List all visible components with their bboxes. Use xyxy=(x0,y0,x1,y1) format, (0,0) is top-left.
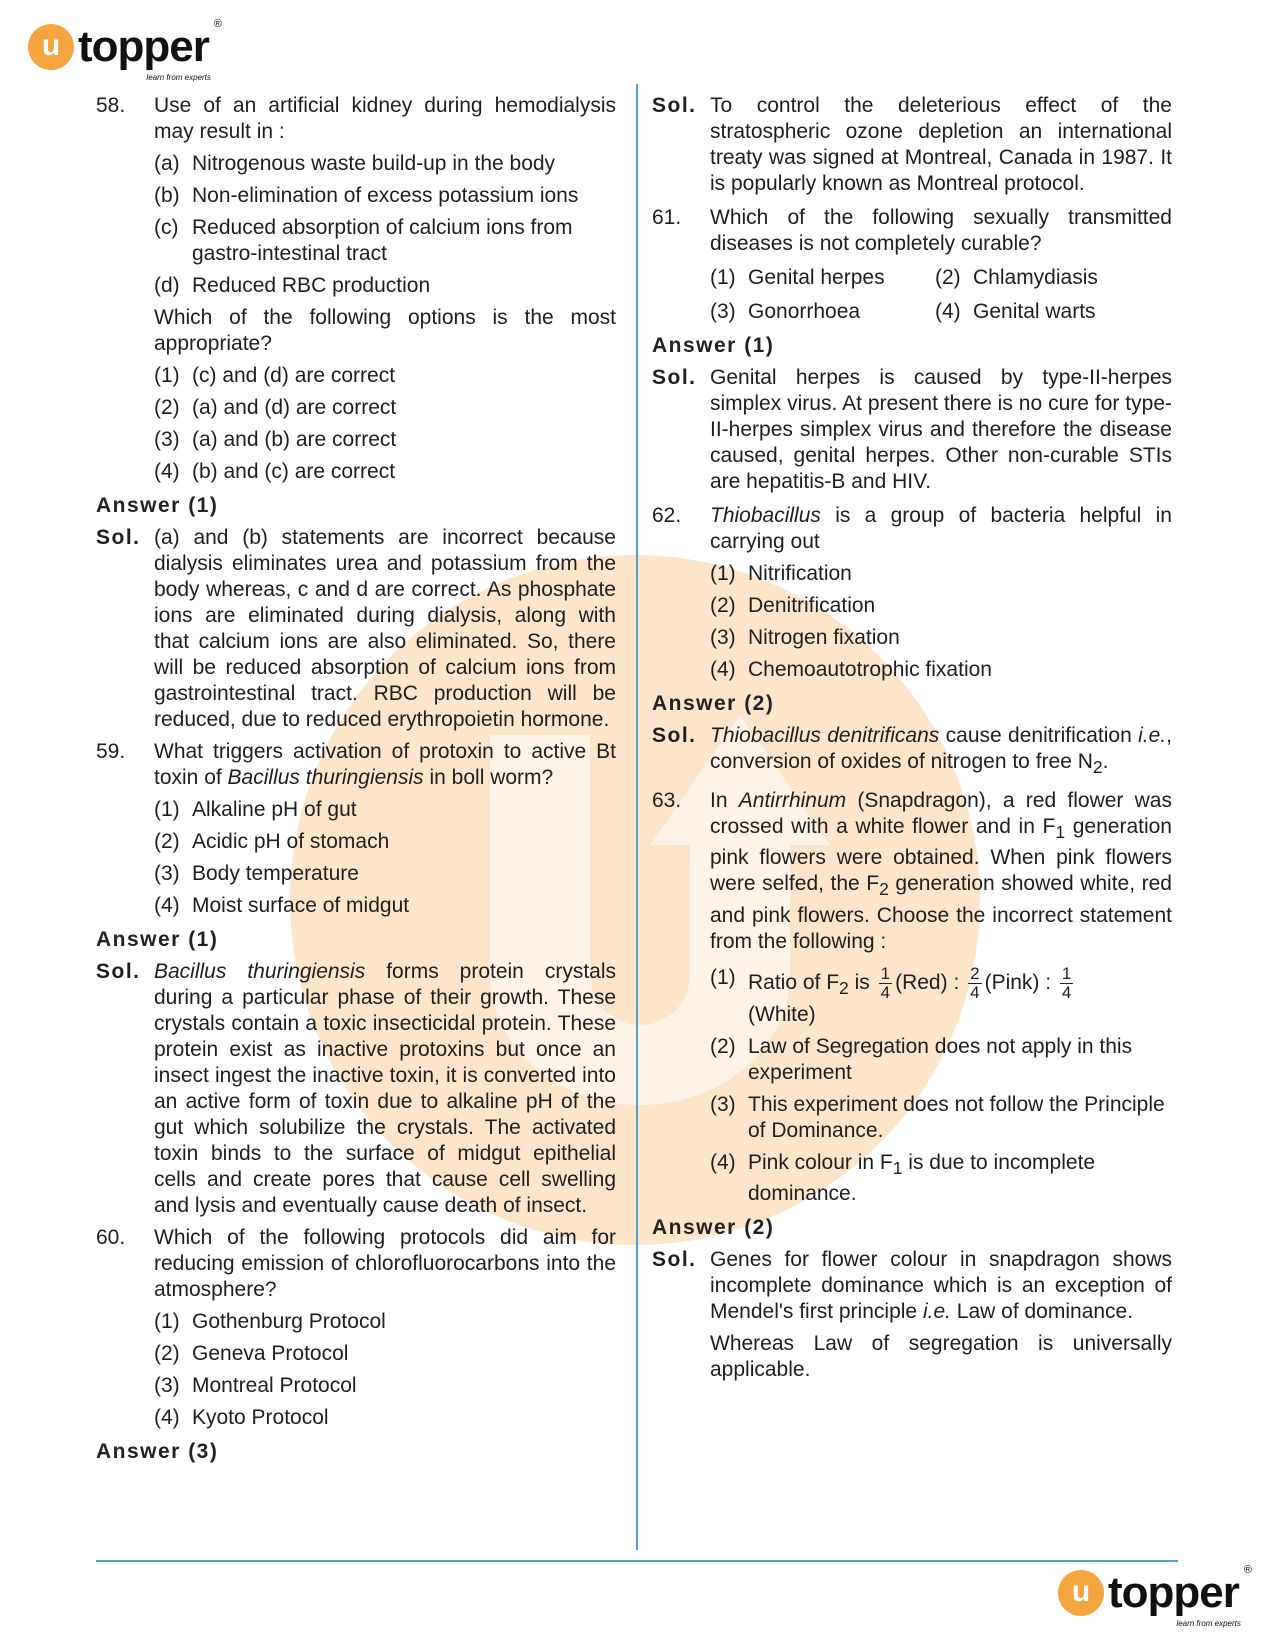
option-1: (1) Alkaline pH of gut xyxy=(154,798,357,821)
option-3: (3) (a) and (b) are correct xyxy=(154,428,397,451)
option-3: (3) Nitrogen fixation xyxy=(710,626,900,649)
option-2: (2) Law of Segregation does not apply in this experiment xyxy=(710,1034,1133,1084)
option-4: (4) Moist surface of midgut xyxy=(154,894,410,917)
option-1: (1) (c) and (d) are correct xyxy=(154,364,396,387)
column-divider xyxy=(636,84,638,1550)
question-58: 58. Use of an artificial kidney during hemodialysis may result in : xyxy=(96,94,616,143)
option-3: (3) Body temperature xyxy=(154,862,359,885)
option-1: (1) Gothenburg Protocol xyxy=(154,1310,386,1333)
answer-59: Answer (1) xyxy=(96,928,219,951)
option-4: (4) Kyoto Protocol xyxy=(154,1406,329,1429)
solution-63-note: Whereas Law of segregation is universally applicable. xyxy=(710,1331,1172,1381)
topper-logo-footer[interactable] xyxy=(1058,1564,1251,1628)
statement-c: (c) Reduced absorption of calcium ions from gastro-intestinal tract xyxy=(154,216,573,265)
solution-61: Sol. Genital herpes is caused by type-II-herpes simplex virus. At present there is no cure for type-II-herpes simplex virus and therefore the disease caused, genital herpes. Other non-curable STIs are hepatitis-B and HIV. xyxy=(652,366,1172,493)
question-63: 63. In Antirrhinum (Snapdragon), a red flower was crossed with a white flower and in $F_1$ generation pink flowers were obtained. When pink flowers were selfed, the $F_2$ generation showed white, red and pink flowers. Choose the incorrect statement from the following : xyxy=(652,789,1172,953)
fraction: $\frac{1}{4}$ xyxy=(880,963,891,1002)
footer-rule xyxy=(96,1560,1178,1562)
option-2: (2) Denitrification xyxy=(710,594,876,617)
option-1: (1) Ratio of $F_2$ is $\frac{1}{4}$ (Red) : $\frac{2}{4}$ (Pink) : $\frac{1}{4}$ (White) xyxy=(710,963,1072,1026)
topper-logo[interactable] xyxy=(28,18,221,82)
statement-a: (a) Nitrogenous waste build-up in the body xyxy=(154,152,556,175)
option-4: (4) Pink colour in $F_1$ is due to incomplete dominance. xyxy=(710,1150,1096,1205)
answer-58: Answer (1) xyxy=(96,494,219,517)
option-2: (2) Acidic pH of stomach xyxy=(154,830,390,853)
solution-59: Sol. Bacillus thuringiensis forms protein crystals during a particular phase of their growth. These crystals contain a toxic insecticidal protein. These protein exist as inactive protoxins but once an insect ingest the inactive toxin, it is converted into an active form of toxin due to alkaline pH of the gut which solubilize the crystals. The activated toxin binds to the surface of midgut epithelial cells and create pores that cause cell swelling and lysis and eventually cause death of insect. xyxy=(96,960,616,1217)
option-4: (4) Chemoautotrophic fixation xyxy=(710,658,992,681)
registered-mark: ® xyxy=(1243,1564,1251,1576)
solution-60: Sol. To control the deleterious effect of the stratospheric ozone depletion an international treaty was signed at Montreal, Canada in 1987. It is popularly known as Montreal protocol. xyxy=(652,94,1172,195)
logo-word: topper xyxy=(78,22,209,71)
question-58-prompt: Which of the following options is the most appropriate? xyxy=(154,306,616,355)
question-62: 62. Thiobacillus is a group of bacteria helpful in carrying out xyxy=(652,504,1172,553)
option-3: (3) Gonorrhoea xyxy=(710,300,861,323)
option-1: (1) Nitrification xyxy=(710,562,852,585)
answer-61: Answer (1) xyxy=(652,334,775,357)
option-2: (2) Chlamydiasis xyxy=(935,266,1098,289)
logo-word: topper xyxy=(1108,1568,1239,1617)
right-column xyxy=(652,93,1172,1383)
answer-60: Answer (3) xyxy=(96,1440,219,1463)
option-2: (2) Geneva Protocol xyxy=(154,1342,349,1365)
statement-b: (b) Non-elimination of excess potassium ions xyxy=(154,184,579,207)
question-59: 59. What triggers activation of protoxin to active Bt toxin of Bacillus thuringiensis in boll worm? xyxy=(96,740,616,789)
option-4: (4) Genital warts xyxy=(935,300,1096,323)
solution-62: Sol. Thiobacillus denitrificans cause denitrification i.e., conversion of oxides of nitrogen to free $N_2$. xyxy=(652,724,1172,778)
question-61: 61. Which of the following sexually transmitted diseases is not completely curable? xyxy=(652,206,1172,255)
fraction: $\frac{1}{4}$ xyxy=(1061,963,1072,1002)
logo-circle-icon: u xyxy=(1058,1570,1104,1616)
option-3: (3) This experiment does not follow the Principle of Dominance. xyxy=(710,1092,1165,1142)
solution-63: Sol. Genes for flower colour in snapdragon shows incomplete dominance which is an exception of Mendel's first principle i.e. Law of dominance. xyxy=(652,1247,1172,1323)
logo-tagline: learn from experts xyxy=(1176,1619,1241,1628)
answer-62: Answer (2) xyxy=(652,692,775,715)
option-1: (1) Genital herpes xyxy=(710,266,885,289)
option-3: (3) Montreal Protocol xyxy=(154,1374,357,1397)
fraction: $\frac{2}{4}$ xyxy=(970,963,980,1002)
left-column xyxy=(96,93,616,1465)
logo-tagline: learn from experts xyxy=(146,73,211,82)
options-grid xyxy=(710,265,1172,325)
option-2: (2) (a) and (d) are correct xyxy=(154,396,397,419)
logo-circle-icon: u xyxy=(28,24,74,70)
registered-mark: ® xyxy=(213,18,221,30)
solution-58: Sol. (a) and (b) statements are incorrect because dialysis eliminates urea and potassium from the body whereas, c and d are correct. As phosphate ions are eliminated during dialysis, along with that calcium ions are also eliminated. So, there will be reduced absorption of calcium ions from gastrointestinal tract. RBC production will be reduced, due to reduced erythropoietin hormone. xyxy=(96,526,616,731)
question-60: 60. Which of the following protocols did aim for reducing emission of chlorofluorocarbons into the atmosphere? xyxy=(96,1226,616,1301)
option-4: (4) (b) and (c) are correct xyxy=(154,460,396,483)
statement-d: (d) Reduced RBC production xyxy=(154,274,431,297)
answer-63: Answer (2) xyxy=(652,1215,775,1239)
